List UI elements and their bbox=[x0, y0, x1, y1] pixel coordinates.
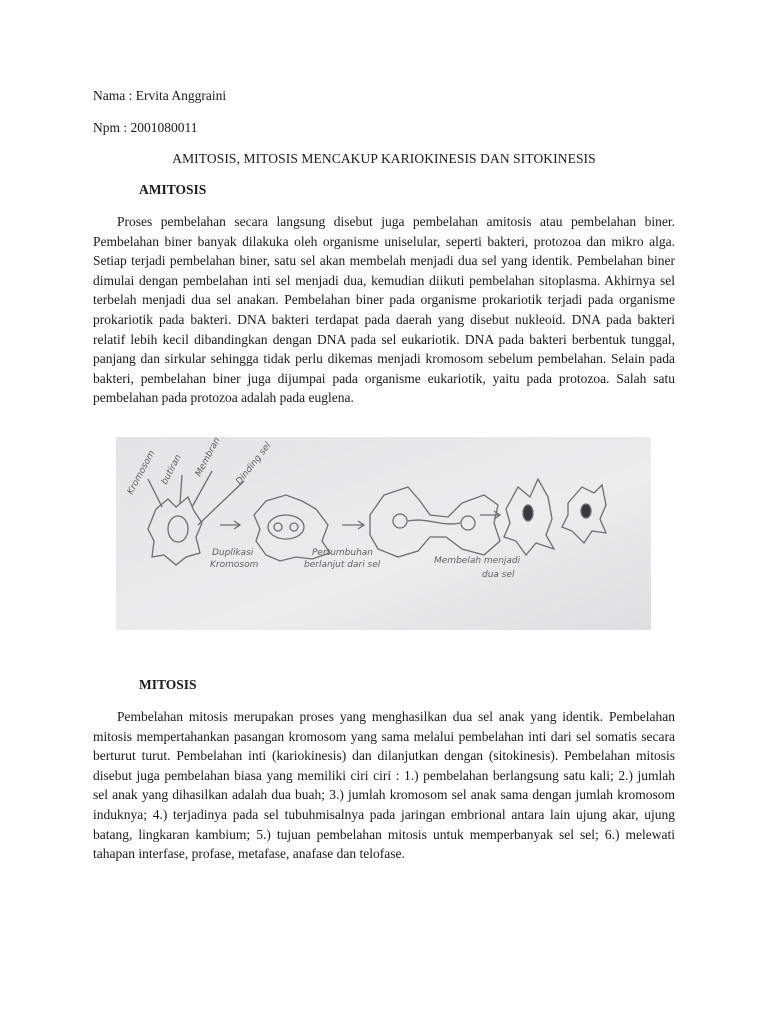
label-berlanjut: berlanjut dari sel bbox=[304, 560, 381, 570]
label-kromosom: Kromosom bbox=[125, 449, 158, 497]
amitosis-sketch bbox=[116, 437, 651, 630]
label-kromosom-2: Kromosom bbox=[210, 560, 259, 570]
paragraph-amitosis: Proses pembelahan secara langsung disebut juga pembelahan amitosis atau pembelahan biner. Pembelahan biner banyak dilakuka oleh organisme uniselular, seperti bakteri, protozoa dan mikro alga. Setiap terjadi pembelahan biner, satu sel akan membelah menjadi dua sel yang identik. Pembelahan biner dimulai dengan pembelahan inti sel menjadi dua, kemudian diikuti pembelahan sitoplasma. Akhirnya sel terbelah menjadi dua sel anakan. Pembelahan biner pada organisme prokariotik terjadi pada organisme prokariotik pada bakteri. DNA bakteri terdapat pada daerah yang disebut nukleoid. DNA pada bakteri relatif lebih kecil dibandingkan dengan DNA pada sel eukariotik. DNA pada bakteri berbentuk tunggal, panjang dan sirkular sehingga tidak perlu dikemas menjadi kromosom sebelum pembelahan. Selain pada bakteri, pembelahan biner juga dijumpai pada organisme eukariotik, yaitu pada protozoa. Salah satu pembelahan pada protozoa adalah pada euglena. bbox=[93, 214, 675, 406]
paragraph-mitosis: Pembelahan mitosis merupakan proses yang menghasilkan dua sel anak yang identik. Pembelahan mitosis mempertahankan pasangan kromosom yang sama melalui pembelahan inti dari sel somatis secara berturut turut. Pembelahan inti (kariokinesis) dan dilanjutkan dengan (sitokinesis). Pembelahan mitosis disebut juga pembelahan biasa yang memiliki ciri ciri : 1.) pembelahan berlangsung satu kali; 2.) jumlah sel anak yang dihasilkan adalah dua buah; 3.) jumlah kromosom sel anak sama dengan jumlah kromosom induknya; 4.) terjadinya pada sel tubuhmisalnya pada jaringan embrional antara lain ujung akar, ujung batang, lingkaran kambium; 5.) tujuan pembelahan mitosis untuk memperbanyak sel sel; 6.) melewati tahapan interfase, profase, metafase, anafase dan telofase. bbox=[93, 709, 675, 862]
section-heading-mitosis: MITOSIS bbox=[139, 677, 197, 692]
label-duplikasi: Duplikasi bbox=[212, 548, 254, 558]
label-membelah: Membelah menjadi bbox=[434, 556, 521, 566]
document-title: AMITOSIS, MITOSIS MENCAKUP KARIOKINESIS DAN SITOKINESIS bbox=[172, 151, 596, 166]
paper-background bbox=[116, 437, 651, 630]
label-dinding-sel: Dinding sel bbox=[234, 441, 274, 487]
label-dua-sel: dua sel bbox=[482, 570, 515, 580]
daughter-cell-left-nucleus bbox=[523, 505, 533, 521]
student-npm: Npm : 2001080011 bbox=[93, 120, 198, 135]
label-pertumbuhan: Pertumbuhan bbox=[312, 548, 374, 558]
daughter-cell-right-nucleus bbox=[581, 504, 591, 518]
amitosis-diagram-photo bbox=[116, 437, 651, 630]
student-name: Nama : Ervita Anggraini bbox=[93, 88, 227, 103]
label-butiran: butiran bbox=[159, 453, 184, 487]
section-heading-amitosis: AMITOSIS bbox=[139, 182, 207, 197]
